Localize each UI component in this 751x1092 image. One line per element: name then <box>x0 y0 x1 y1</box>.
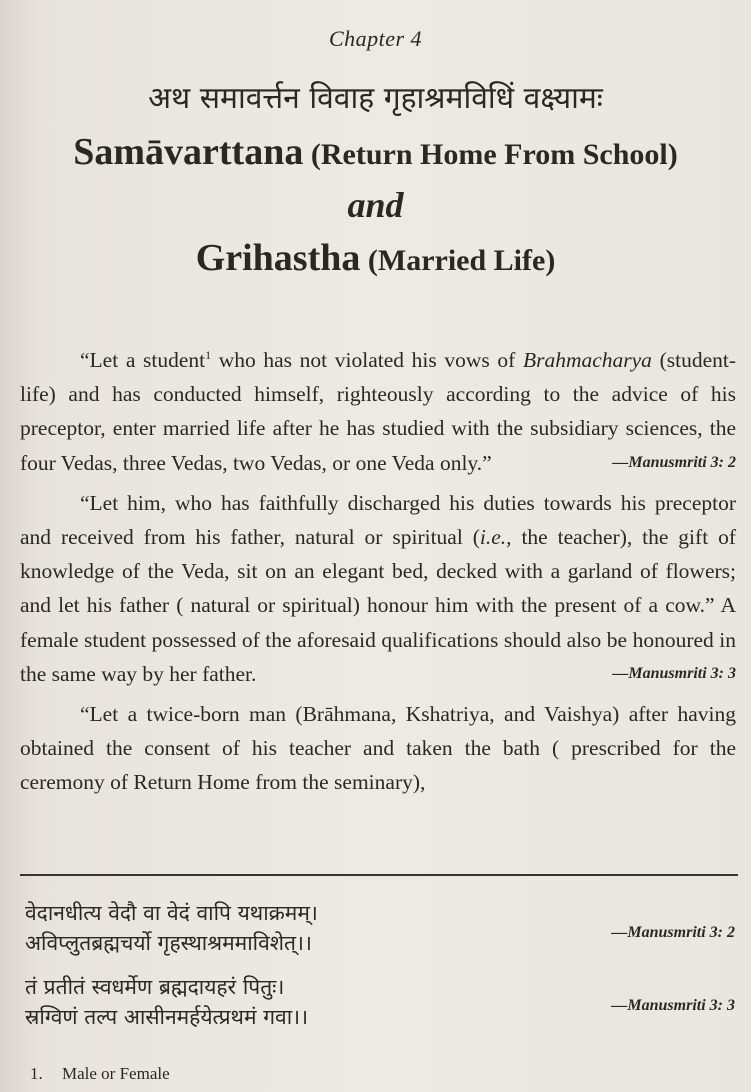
verse-1-line-1: वेदानधीत्य वेदौ वा वेदं वापि यथाक्रमम्। <box>25 901 318 925</box>
citation-manusmriti-3-2: —Manusmriti 3: 2 <box>612 453 736 471</box>
title-samavarttana-subtitle: (Return Home From School) <box>303 138 678 171</box>
sanskrit-verse-2 <box>25 972 308 1032</box>
body-text <box>20 343 736 800</box>
title-grihastha: Grihastha <box>195 237 361 279</box>
title-grihastha-subtitle: (Married Life) <box>360 244 556 277</box>
footnote-text: Male or Female <box>62 1064 170 1083</box>
title-samavarttana: Samāvarttana <box>73 131 304 173</box>
verse-1-line-2: अविप्लुतब्रह्मचर्यो गृहस्थाश्रममाविशेत्।। <box>25 931 312 955</box>
footnote-reference: 1 <box>205 347 212 362</box>
chapter-label: Chapter 4 <box>328 26 423 51</box>
paragraph-1: “Let a student$^1$ who has not violated his vows of Brahmacharya (student-life) and has conducted himself, righteously according to the advice of his preceptor, enter married life after he has studied with the subsidiary sciences, the four Vedas, three Vedas, two Vedas, or one Veda only.” —Manusmriti 3: 2 <box>20 343 736 480</box>
sanskrit-verse-1 <box>25 898 318 958</box>
paragraph-2: “Let him, who has faithfully discharged his duties towards his preceptor and received from his father, natural or spiritual (i.e., the teacher), the gift of knowledge of the Veda, sit on an elegant bed, decked with a garland of flowers; and let his father ( natural or spiritual) honour him with the present of a cow.” A female student possessed of the aforesaid qualifications should also be honoured in the same way by her father. —Manusmriti 3: 3 <box>20 486 736 691</box>
sanskrit-chapter-title: अथ समावर्त्तन विवाह गृहाश्रमविधिं वक्ष्यामः <box>148 81 603 116</box>
title-line-grihastha <box>0 236 751 280</box>
footnote <box>30 1064 170 1084</box>
footnote-number: 1. <box>30 1064 43 1083</box>
verse-2-line-1: तं प्रतीतं स्वधर्मेण ब्रह्मदायहरं पितुः। <box>25 975 285 999</box>
footnote-divider <box>20 874 738 876</box>
verse-1-citation: —Manusmriti 3: 2 <box>611 924 735 941</box>
title-line-samavarttana <box>0 130 751 174</box>
verse-2-line-2: स्रग्विणं तल्प आसीनमर्हयेत्प्रथमं गवा।। <box>25 1005 309 1029</box>
citation-manusmriti-3-3: —Manusmriti 3: 3 <box>612 664 736 682</box>
paragraph-3: “Let a twice-born man (Brāhmana, Kshatriya, and Vaishya) after having obtained the consent of his teacher and taken the bath ( prescribed for the ceremony of Return Home from the seminary), <box>20 702 736 795</box>
verse-2-citation: —Manusmriti 3: 3 <box>611 997 735 1014</box>
title-and: and <box>347 185 404 225</box>
